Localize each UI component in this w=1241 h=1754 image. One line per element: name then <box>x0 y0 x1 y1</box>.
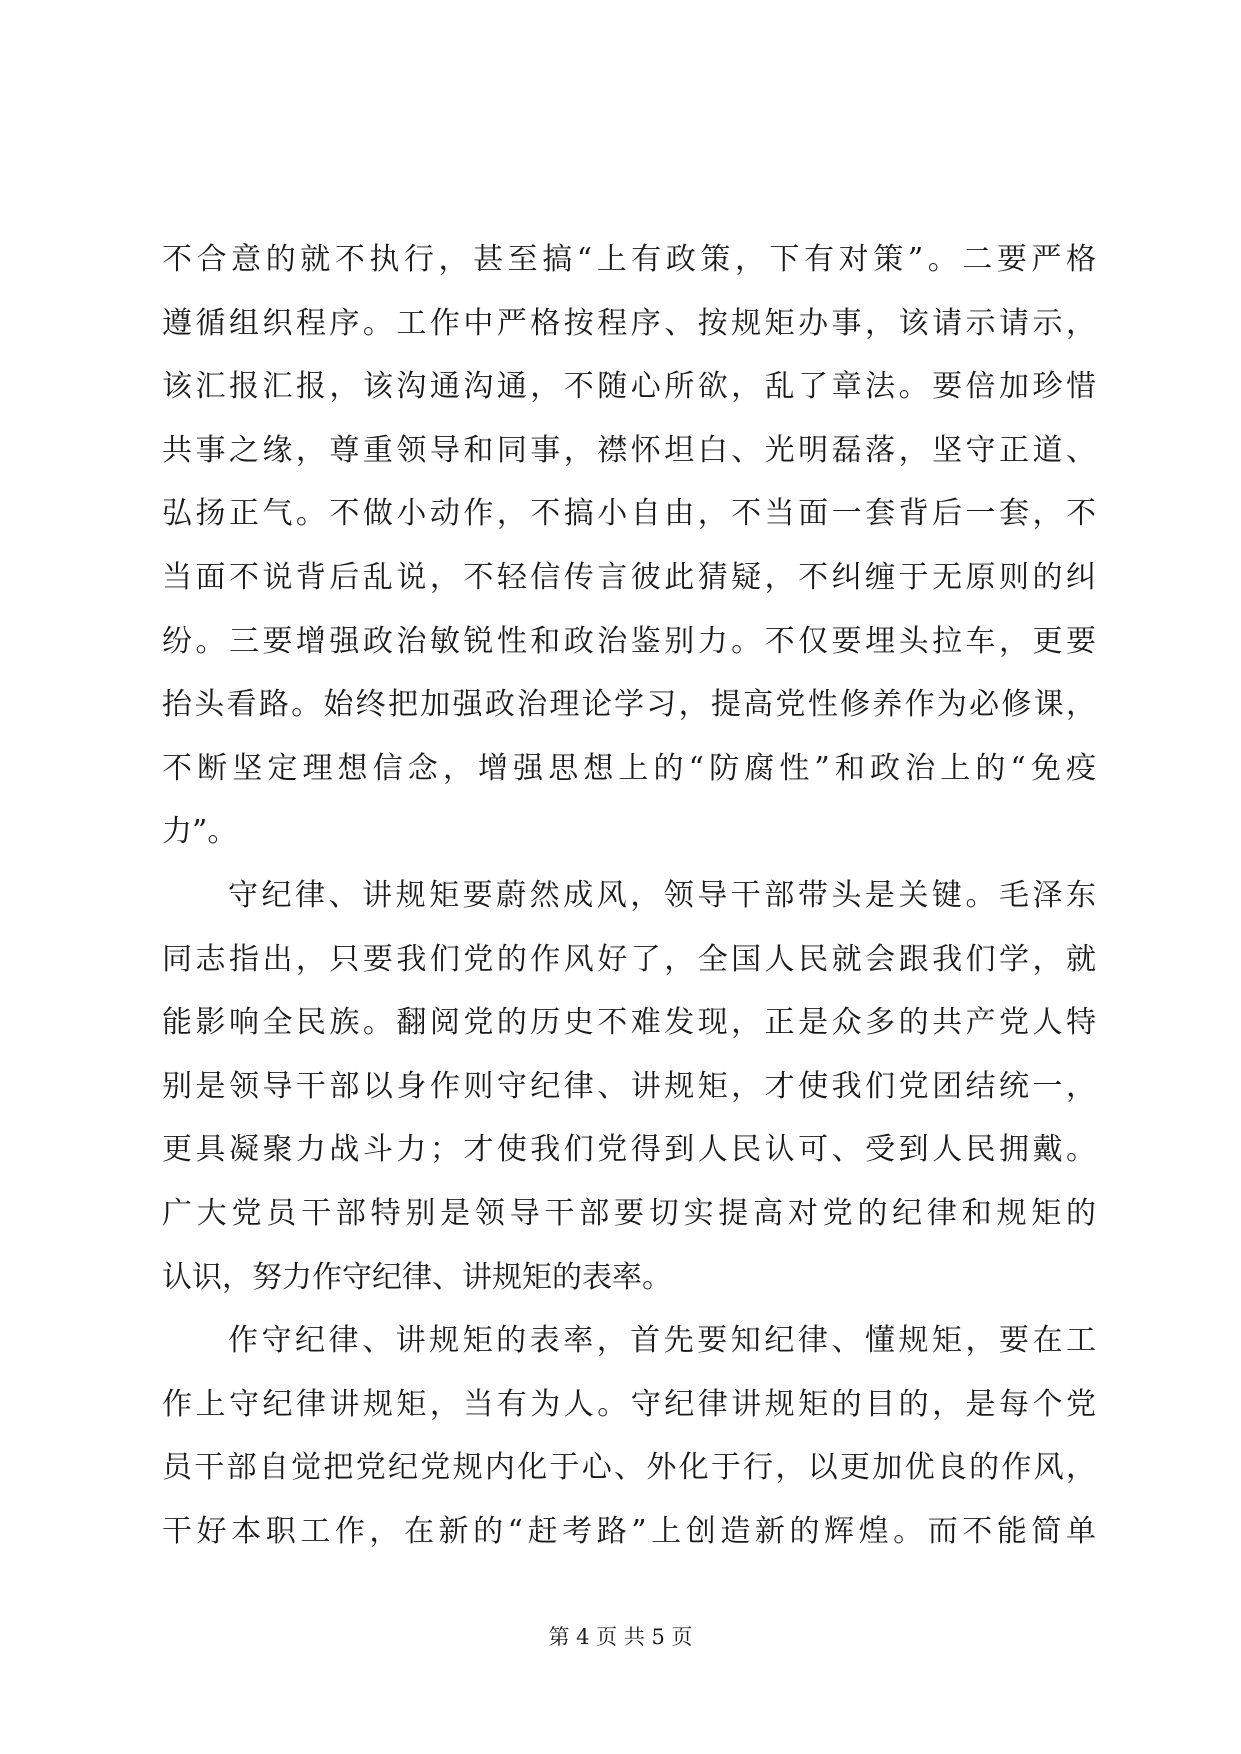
text-line: 认识，努力作守纪律、讲规矩的表率。 <box>162 1259 672 1295</box>
text-line: 同志指出，只要我们党的作风好了，全国人民就会跟我们学，就 <box>162 941 1096 977</box>
text-line: 弘扬正气。不做小动作，不搞小自由，不当面一套背后一套，不 <box>162 496 1096 532</box>
text-line: 广大党员干部特别是领导干部要切实提高对党的纪律和规矩的 <box>162 1195 1096 1231</box>
text-line: 不断坚定理想信念，增强思想上的“防腐性”和政治上的“免疫 <box>162 750 1096 786</box>
text-line: 员干部自觉把党纪党规内化于心、外化于行，以更加优良的作风， <box>162 1450 1096 1486</box>
paragraph-start-line: 作守纪律、讲规矩的表率，首先要知纪律、懂规矩，要在工 <box>228 1323 1096 1359</box>
text-line: 能影响全民族。翻阅党的历史不难发现，正是众多的共产党人特 <box>162 1005 1096 1041</box>
text-line: 该汇报汇报，该沟通沟通，不随心所欲，乱了章法。要倍加珍惜 <box>162 369 1096 405</box>
text-line: 干好本职工作，在新的“赶考路”上创造新的辉煌。而不能简单 <box>162 1513 1096 1549</box>
body-text <box>162 228 1096 1563</box>
text-line: 作上守纪律讲规矩，当有为人。守纪律讲规矩的目的，是每个党 <box>162 1386 1096 1422</box>
text-line: 遵循组织程序。工作中严格按程序、按规矩办事，该请示请示， <box>162 305 1096 341</box>
text-line: 不合意的就不执行，甚至搞“上有政策，下有对策”。二要严格 <box>162 242 1096 277</box>
text-line: 更具凝聚力战斗力；才使我们党得到人民认可、受到人民拥戴。 <box>162 1132 1096 1168</box>
paragraph-start-line: 守纪律、讲规矩要蔚然成风，领导干部带头是关键。毛泽东 <box>228 877 1096 913</box>
text-line: 共事之缘，尊重领导和同事，襟怀坦白、光明磊落，坚守正道、 <box>162 432 1096 468</box>
text-line: 当面不说背后乱说，不轻信传言彼此猜疑，不纠缠于无原则的纠 <box>162 559 1096 595</box>
text-line: 抬头看路。始终把加强政治理论学习，提高党性修养作为必修课， <box>162 687 1096 723</box>
page-number-footer: 第 4 页 共 5 页 <box>548 1625 693 1649</box>
text-line: 力”。 <box>162 814 238 850</box>
text-line: 别是领导干部以身作则守纪律、讲规矩，才使我们党团结统一， <box>162 1068 1096 1104</box>
text-line: 纷。三要增强政治敏锐性和政治鉴别力。不仅要埋头拉车，更要 <box>162 623 1096 659</box>
